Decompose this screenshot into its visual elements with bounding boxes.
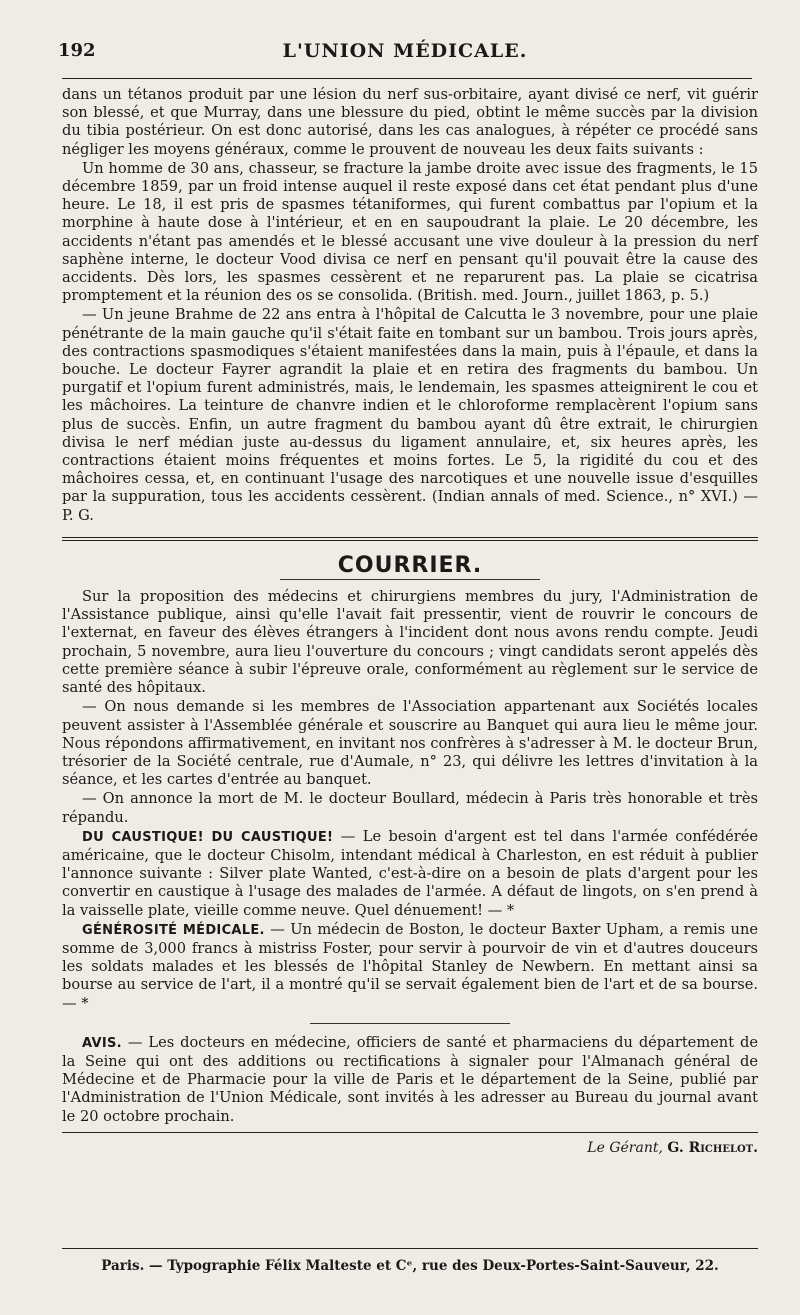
- page-number: 192: [58, 40, 96, 61]
- section-heading: COURRIER.: [337, 552, 483, 578]
- news-paragraph: Sur la proposition des médecins et chirurgiens membres du jury, l'Administration de l'Assistance publique, ainsi qu'elle l'avait fait pressentir, vient de rouvrir le concours de l'externat, en faveur des élèves étrangers à l'incident dont nous avons rendu compte. Jeudi prochain, 5 novembre, aura lieu l'ouverture du concours ; vingt candidats seront appelés dès cette première séance à subir l'épreuve orale, conformément au règlement sur le service de santé des hôpitaux.: [62, 588, 758, 697]
- signature-rule: [62, 1132, 758, 1133]
- news-text: — Un médecin de Boston, le docteur Baxter Upham, a remis une somme de 3,000 francs à mistriss Foster, pour servir à pourvoir de vin et d'autres douceurs les soldats malades et les blessés de l'hôpital Stanley de Newbern. En mettant ainsi sa bourse au service de l'art, il a montré qu'il se servait également bien de l'art et de sa bourse. — *: [62, 920, 758, 1012]
- page-header: [58, 40, 752, 70]
- news-paragraph: — On nous demande si les membres de l'Association appartenant aux Sociétés locales peuvent assister à l'Assemblée générale et souscrire au Banquet qui aura lieu le même jour. Nous répondons affirmativement, en invitant nos confrères à s'adresser à M. le docteur Brun, trésorier de la Société centrale, rue d'Aumale, n° 23, qui délivre les lettres d'invitation à la séance, et les cartes d'entrée au banquet.: [62, 698, 758, 789]
- news-lead: GÉNÉROSITÉ MÉDICALE.: [82, 922, 265, 938]
- signature-name: G. Richelot.: [667, 1139, 758, 1156]
- footer-rule: [62, 1248, 758, 1249]
- page-body: [62, 86, 758, 1157]
- news-paragraph: [62, 828, 758, 920]
- section-divider: [62, 537, 758, 541]
- news-lead: DU CAUSTIQUE! DU CAUSTIQUE!: [82, 829, 334, 845]
- header-rule: [62, 78, 752, 79]
- article-paragraph: Un homme de 30 ans, chasseur, se fracture la jambe droite avec issue des fragments, le 15 décembre 1859, par un froid intense auquel il reste exposé dans cet état pendant plus d'une heure. Le 18, il est pris de spasmes tétaniformes, qui furent combattus par l'opium et la morphine à haute dose à l'intérieur, et en en saupoudrant la plaie. Le 20 décembre, les accidents n'étant pas amendés et le blessé accusant une vive douleur à la pression du nerf saphène interne, le docteur Vood divisa ce nerf en pensant qu'il pouvait être la cause des accidents. Dès lors, les spasmes cessèrent et ne reparurent pas. La plaie se cicatrisa promptement et la réunion des os se consolida. (British. med. Journ., juillet 1863, p. 5.): [62, 159, 758, 305]
- notice-text: — Les docteurs en médecine, officiers de santé et pharmaciens du département de la Seine qui ont des additions ou rectifications à signaler pour l'Almanach général de Médecine et de Pharmacie pour la ville de Paris et le département de la Seine, publié par l'Administration de l'Union Médicale, sont invités à les adresser au Bureau du journal avant le 20 octobre prochain.: [62, 1033, 758, 1125]
- news-text: — Le besoin d'argent est tel dans l'armée confédérée américaine, que le docteur Chisolm, intendant médical à Charleston, en est réduit à publier l'annonce suivante : Silver plate Wanted, c'est-à-dire on a besoin de plats d'argent pour les convertir en caustique à l'usage des malades de l'armée. A défaut de lingots, on s'en prend à la vaisselle plate, vieille comme neuve. Quel dénuement! — *: [62, 827, 758, 919]
- notice-paragraph: [62, 1034, 758, 1126]
- signature-label: Le Gérant,: [587, 1139, 663, 1156]
- news-paragraph: — On annonce la mort de M. le docteur Boullard, médecin à Paris très honorable et très répandu.: [62, 790, 758, 826]
- notice-lead: AVIS.: [82, 1035, 122, 1051]
- news-paragraph: [62, 921, 758, 1013]
- notice-rule: [310, 1023, 510, 1024]
- article-paragraph: dans un tétanos produit par une lésion du nerf sus-orbitaire, ayant divisé ce nerf, vit guérir son blessé, et que Murray, dans une blessure du pied, obtint le même succès par la division du tibia postérieur. On est donc autorisé, dans les cas analogues, à répéter ce procédé sans négliger les moyens généraux, comme le prouvent de nouveau les deux faits suivants :: [62, 86, 758, 158]
- journal-title: L'UNION MÉDICALE.: [282, 40, 528, 62]
- heading-rule: [280, 579, 540, 580]
- printer-imprint: Paris. — Typographie Félix Malteste et Cᵉ, rue des Deux-Portes-Saint-Sauveur, 22.: [101, 1258, 719, 1274]
- article-paragraph: — Un jeune Brahme de 22 ans entra à l'hôpital de Calcutta le 3 novembre, pour une plaie pénétrante de la main gauche qu'il s'était faite en tombant sur un bambou. Trois jours après, des contractions spasmodiques s'étaient manifestées dans la main, puis à l'épaule, et dans la bouche. Le docteur Fayrer agrandit la plaie et en retira des fragments du bambou. Un purgatif et l'opium furent administrés, mais, le lendemain, les spasmes atteignirent le cou et les mâchoires. La teinture de chanvre indien et le chloroforme remplacèrent l'opium sans plus de succès. Enfin, un autre fragment du bambou ayant dû être extrait, le chirurgien divisa le nerf médian juste au-dessus du ligament annulaire, et, six heures après, les contractions étaient moins fréquentes et moins fortes. Le 5, la rigidité du cou et des mâchoires cessa, et, en continuant l'usage des narcotiques et une nouvelle issue d'esquilles par la suppuration, tous les accidents cessèrent. (Indian annals of med. Science., n° XVI.) — P. G.: [62, 306, 758, 524]
- signature: [62, 1139, 758, 1157]
